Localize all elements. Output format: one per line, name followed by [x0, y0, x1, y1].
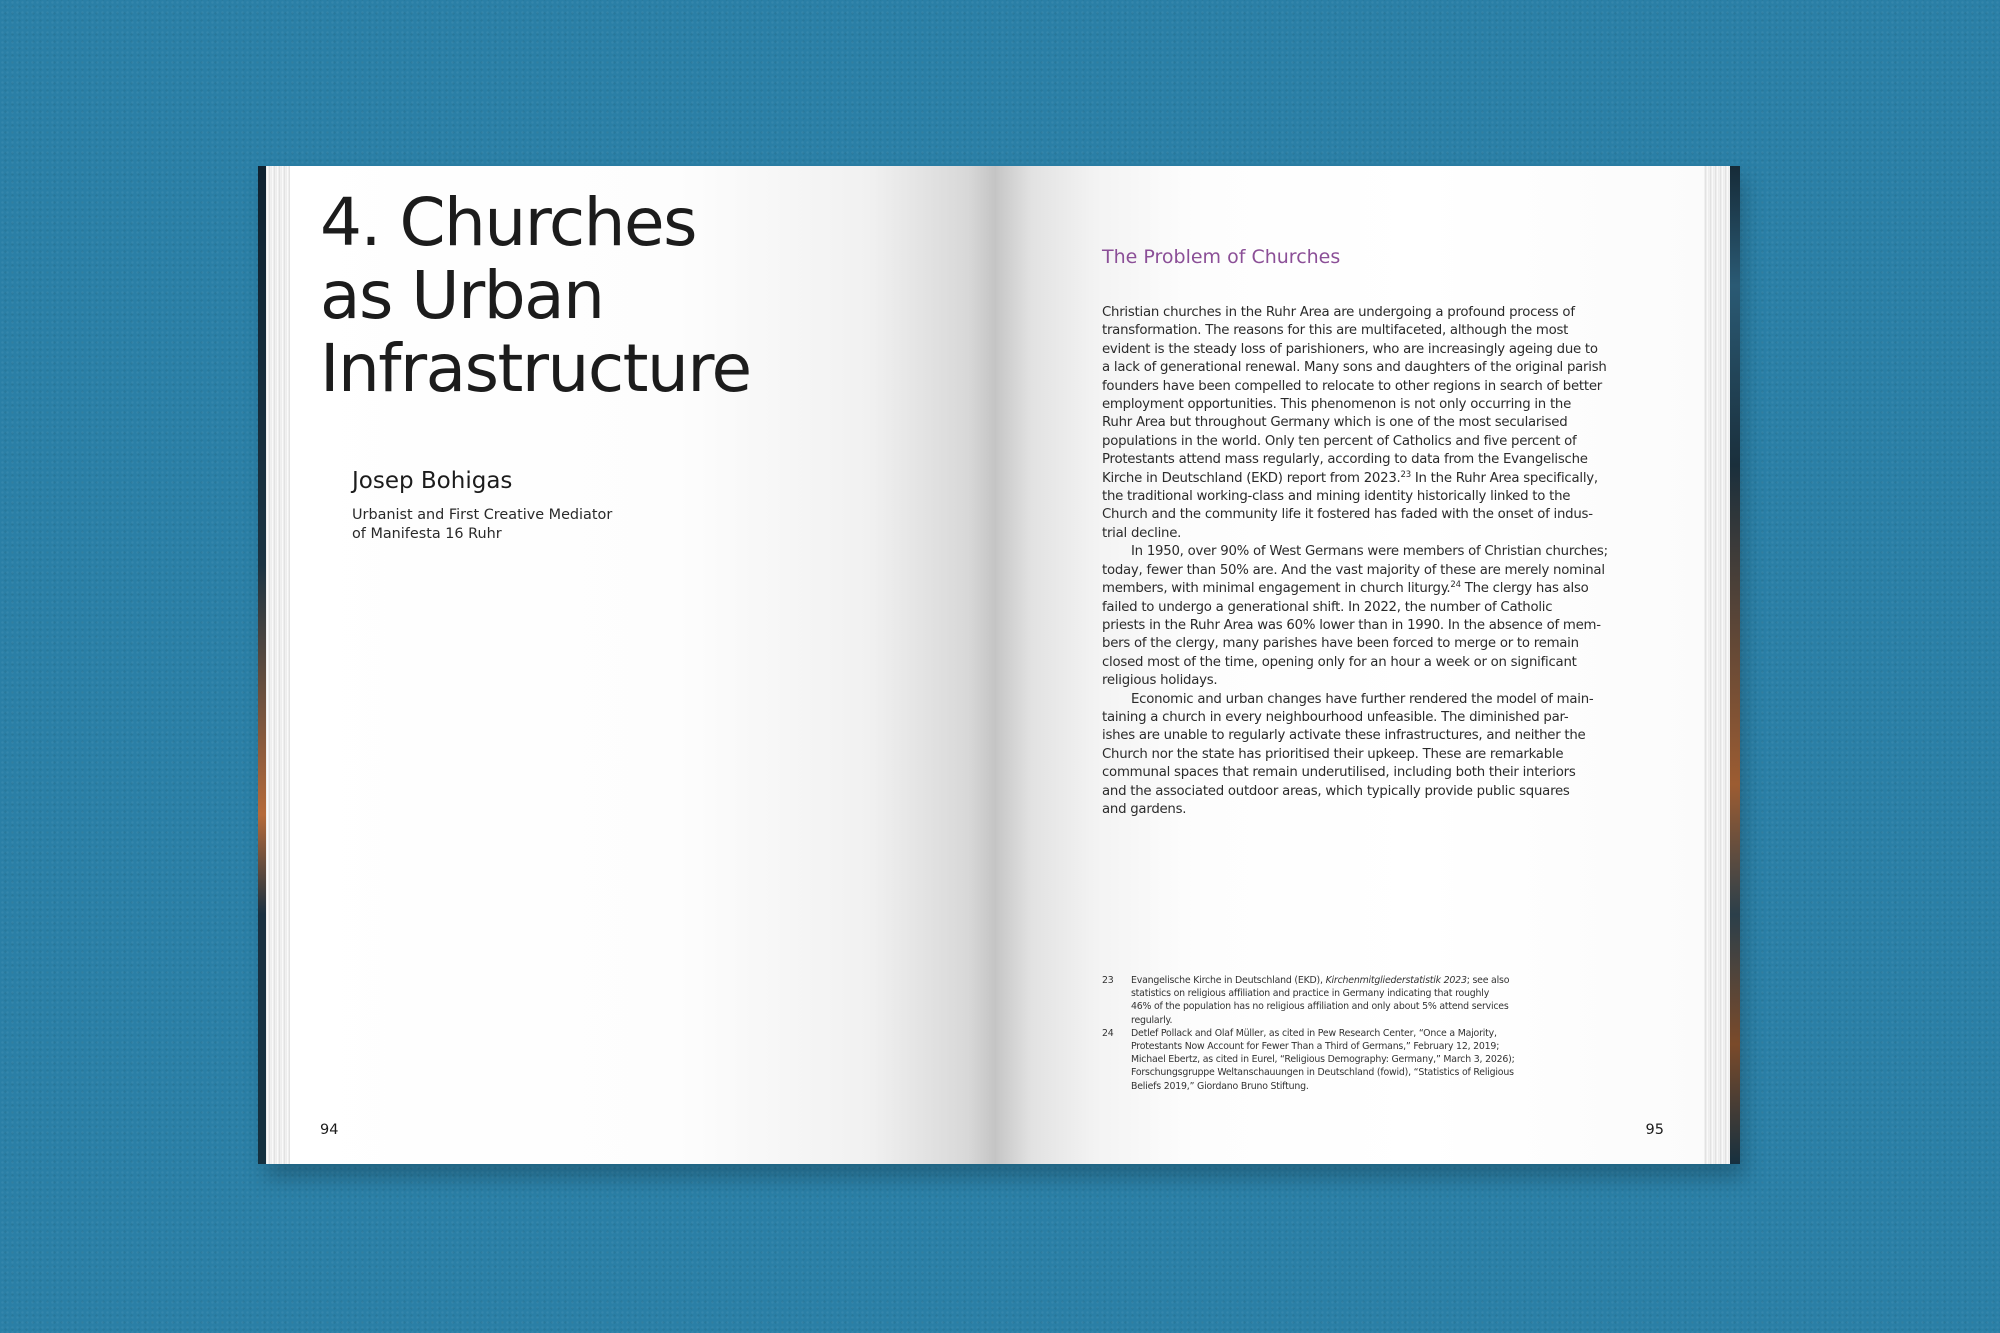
cover-edge-right [1730, 166, 1740, 1164]
body-line: religious holidays. [1102, 673, 1218, 689]
body-text [1102, 304, 1662, 819]
body-line: and the associated outdoor areas, which typically provide public squares [1102, 783, 1570, 799]
body-line: communal spaces that remain underutilised, including both their interiors [1102, 765, 1576, 781]
author-name: Josep Bohigas [352, 468, 513, 494]
body-text-run: members, with minimal engagement in church liturgy. [1102, 581, 1451, 597]
open-book [258, 166, 1740, 1166]
body-line: Church and the community life it fostered has faded with the onset of indus- [1102, 507, 1593, 523]
right-page [996, 166, 1704, 1164]
author-role-line: Urbanist and First Creative Mediator [352, 507, 613, 523]
footnote-italic-title: Kirchenmitgliederstatistik 2023 [1325, 975, 1467, 986]
body-line: a lack of generational renewal. Many sons and daughters of the original parish [1102, 360, 1607, 376]
body-line: trial decline. [1102, 525, 1182, 541]
page-number-left: 94 [320, 1122, 339, 1138]
chapter-title-line: 4. Churches [320, 184, 696, 261]
author-role-line: of Manifesta 16 Ruhr [352, 526, 502, 542]
body-line: the traditional working-class and mining identity historically linked to the [1102, 489, 1571, 505]
footnote-run: ; see also [1466, 975, 1510, 986]
footnote-ref-24: 24 [1450, 580, 1461, 591]
body-line: evident is the steady loss of parishioners, who are increasingly ageing due to [1102, 341, 1598, 357]
body-line: founders have been compelled to relocate to other regions in search of better [1102, 378, 1602, 394]
body-text-run: Kirche in Deutschland (EKD) report from 2023. [1102, 470, 1401, 486]
chapter-title [320, 186, 751, 405]
body-line [1102, 470, 1662, 488]
body-line: bers of the clergy, many parishes have been forced to merge or to remain [1102, 636, 1579, 652]
body-line: Christian churches in the Ruhr Area are undergoing a profound process of [1102, 305, 1575, 320]
body-text-run: The clergy has also [1460, 581, 1589, 597]
page-stack-right [1704, 166, 1730, 1164]
body-line: populations in the world. Only ten percent of Catholics and five percent of [1102, 433, 1577, 449]
left-page [290, 166, 996, 1164]
body-text-run: In the Ruhr Area specifically, [1410, 470, 1598, 486]
body-line: and gardens. [1102, 801, 1187, 817]
footnote-line: Michael Ebertz, as cited in Eurel, “Religious Demography: Germany,” March 3, 2026); [1131, 1054, 1515, 1066]
footnote-line [1131, 974, 1515, 987]
footnote-line: Beliefs 2019,” Giordano Bruno Stiftung. [1131, 1080, 1309, 1092]
footnotes [1102, 974, 1515, 1093]
footnote-line: 46% of the population has no religious affiliation and only about 5% attend services [1131, 1001, 1509, 1013]
body-line: Protestants attend mass regularly, according to data from the Evangelische [1102, 452, 1588, 468]
footnote-line: regularly. [1131, 1014, 1173, 1026]
footnote-23 [1102, 974, 1515, 1027]
footnote-24 [1102, 1027, 1515, 1093]
footnote-line: Forschungsgruppe Weltanschauungen in Deutschland (fowid), “Statistics of Religious [1131, 1067, 1514, 1079]
footnote-line: statistics on religious affiliation and practice in Germany indicating that roughly [1131, 988, 1490, 1000]
footnote-number: 23 [1102, 975, 1114, 986]
body-line: transformation. The reasons for this are multifaceted, although the most [1102, 323, 1569, 339]
footnote-number: 24 [1102, 1027, 1114, 1039]
chapter-title-line: Infrastructure [320, 330, 751, 407]
footnote-line: Detlef Pollack and Olaf Müller, as cited in Pew Research Center, “Once a Majority, [1131, 1027, 1497, 1039]
body-line [1102, 580, 1662, 598]
cover-edge-left [258, 166, 266, 1164]
body-line: taining a church in every neighbourhood unfeasible. The diminished par- [1102, 709, 1569, 725]
footnote-ref-23: 23 [1400, 469, 1411, 480]
footnote-line: Protestants Now Account for Fewer Than a Third of Germans,” February 12, 2019; [1131, 1041, 1500, 1053]
body-line: priests in the Ruhr Area was 60% lower than in 1990. In the absence of mem- [1102, 617, 1601, 633]
body-line: today, fewer than 50% are. And the vast majority of these are merely nominal [1102, 562, 1605, 578]
body-line: closed most of the time, opening only for an hour a week or on significant [1102, 654, 1577, 670]
footnote-run: Evangelische Kirche in Deutschland (EKD), [1131, 975, 1326, 986]
author-role [352, 506, 612, 544]
body-line: ishes are unable to regularly activate these infrastructures, and neither the [1102, 728, 1586, 744]
page-stack-left [266, 166, 290, 1164]
body-line: Ruhr Area but throughout Germany which is one of the most secularised [1102, 415, 1568, 431]
section-heading: The Problem of Churches [1102, 246, 1341, 268]
body-line: In 1950, over 90% of West Germans were members of Christian churches; [1131, 544, 1608, 560]
body-line: failed to undergo a generational shift. In 2022, the number of Catholic [1102, 599, 1553, 615]
page-number-right: 95 [1645, 1122, 1664, 1138]
body-line: Economic and urban changes have further rendered the model of main- [1131, 691, 1594, 707]
body-line: employment opportunities. This phenomenon is not only occurring in the [1102, 397, 1572, 413]
body-line: Church nor the state has prioritised their upkeep. These are remarkable [1102, 746, 1564, 762]
chapter-title-line: as Urban [320, 257, 604, 334]
